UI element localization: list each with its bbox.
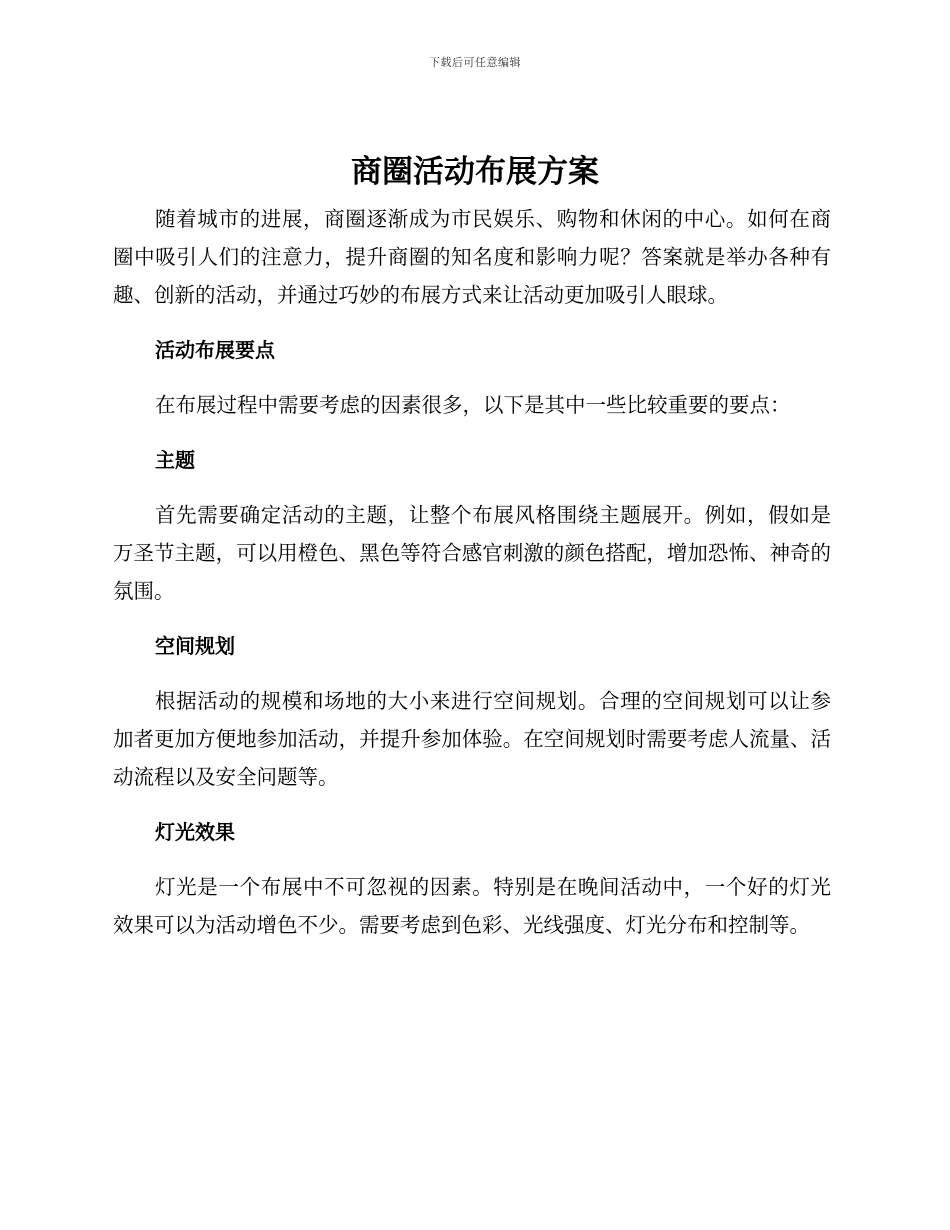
point-paragraph-lighting: 灯光是一个布展中不可忽视的因素。特别是在晚间活动中，一个好的灯光效果可以为活动增色不少。需要考虑到色彩、光线强度、灯光分布和控制等。 <box>113 875 831 937</box>
intro-paragraph: 随着城市的进展，商圈逐渐成为市民娱乐、购物和休闲的中心。如何在商圈中吸引人们的注意力，提升商圈的知名度和影响力呢？答案就是举办各种有趣、创新的活动，并通过巧妙的布展方式来让活动更加吸引人眼球。 <box>113 207 831 307</box>
section-lead-paragraph: 在布展过程中需要考虑的因素很多，以下是其中一些比较重要的要点： <box>155 393 791 417</box>
header-note: 下载后可任意编辑 <box>429 56 521 69</box>
point-heading-theme: 主题 <box>155 448 195 472</box>
point-heading-lighting: 灯光效果 <box>155 820 235 844</box>
point-paragraph-space-planning: 根据活动的规模和场地的大小来进行空间规划。合理的空间规划可以让参加者更加方便地参加活动，并提升参加体验。在空间规划时需要考虑人流量、活动流程以及安全问题等。 <box>113 689 831 789</box>
document-body <box>113 200 831 944</box>
point-heading-space-planning: 空间规划 <box>155 634 235 658</box>
section-heading: 活动布展要点 <box>155 338 275 362</box>
point-paragraph-theme: 首先需要确定活动的主题，让整个布展风格围绕主题展开。例如，假如是万圣节主题，可以用橙色、黑色等符合感官刺激的颜色搭配，增加恐怖、神奇的氛围。 <box>113 503 831 603</box>
document-title: 商圈活动布展方案 <box>351 154 599 190</box>
